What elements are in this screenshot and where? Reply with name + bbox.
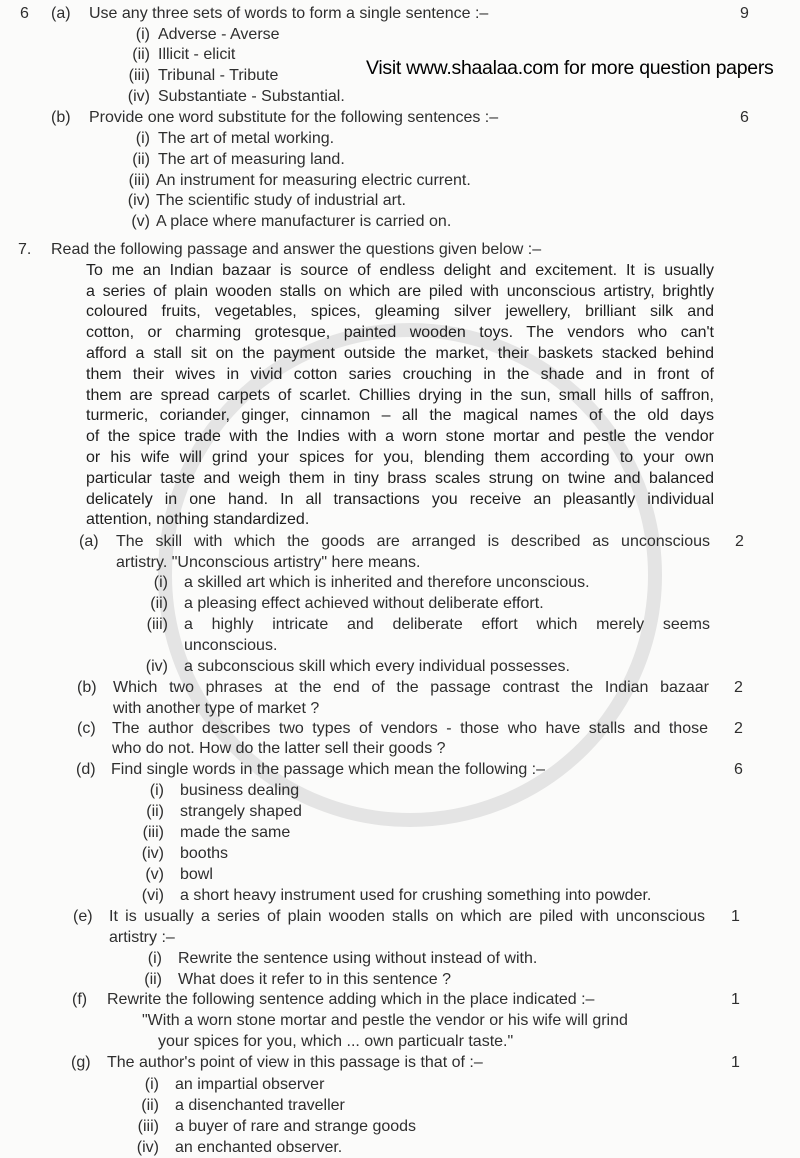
item-number: (v) xyxy=(131,213,150,230)
list-item: Adverse - Averse xyxy=(158,26,280,43)
list-item: business dealing xyxy=(180,782,300,799)
item-number: (iii) xyxy=(142,824,164,841)
list-item: Tribunal - Tribute xyxy=(158,67,279,84)
list-item: booths xyxy=(180,845,229,862)
q7c-text: who do not. How do the latter sell their goods ? xyxy=(112,740,446,757)
item-number: (iv) xyxy=(127,88,150,105)
q7e-text: artistry :– xyxy=(109,929,175,946)
passage-line: cotton, or charming grotesque, painted wooden toys. The vendors who can't xyxy=(86,324,714,341)
q7d-marks: 6 xyxy=(734,761,743,778)
q7a-label: (a) xyxy=(79,533,99,550)
q7b-text: Which two phrases at the end of the passage contrast the Indian bazaar xyxy=(113,679,709,696)
list-item: a short heavy instrument used for crushing something into powder. xyxy=(180,887,652,904)
q7e-label: (e) xyxy=(73,908,93,925)
list-item: made the same xyxy=(180,824,291,841)
item-number: (ii) xyxy=(146,803,164,820)
passage-line: delicately in one hand. In all transactions you receive an pleasantly individual xyxy=(86,491,714,508)
item-number: (vi) xyxy=(141,887,164,904)
list-item: A place where manufacturer is carried on. xyxy=(156,213,452,230)
q7f-label: (f) xyxy=(72,991,88,1008)
option-text: a subconscious skill which every individual possesses. xyxy=(184,658,570,675)
list-item: The scientific study of industrial art. xyxy=(156,192,406,209)
q7g-label: (g) xyxy=(71,1054,91,1071)
option-text: an enchanted observer. xyxy=(175,1139,343,1156)
option-number: (iii) xyxy=(146,616,168,633)
q7a-text: artistry. "Unconscious artistry" here means. xyxy=(116,554,421,571)
q7d-label: (d) xyxy=(76,761,96,778)
option-text: a disenchanted traveller xyxy=(175,1097,345,1114)
q7e-text: It is usually a series of plain wooden stalls on which are piled with unconscious xyxy=(109,908,705,925)
list-item: The art of metal working. xyxy=(158,130,335,147)
item-number: (i) xyxy=(149,782,164,799)
list-item: An instrument for measuring electric current. xyxy=(156,172,471,189)
list-item: The art of measuring land. xyxy=(158,151,345,168)
question-7-number: 7. xyxy=(18,241,32,258)
q7b-text: with another type of market ? xyxy=(113,700,320,717)
item-number: (iii) xyxy=(128,172,150,189)
option-text: a buyer of rare and strange goods xyxy=(175,1118,417,1135)
option-number: (iv) xyxy=(136,1139,159,1156)
option-text: a highly intricate and deliberate effort which merely seems xyxy=(184,616,710,633)
list-item: What does it refer to in this sentence ? xyxy=(178,971,452,988)
option-text: unconscious. xyxy=(184,637,278,654)
passage-line: afford a stall sit on the payment outside the market, their baskets stacked behind xyxy=(86,345,714,362)
q7a-marks: 2 xyxy=(735,533,744,550)
option-number: (iv) xyxy=(145,658,168,675)
q7c-text: The author describes two types of vendors - those who have stalls and those xyxy=(112,720,708,737)
q7g-marks: 1 xyxy=(731,1054,740,1071)
option-number: (ii) xyxy=(150,595,168,612)
list-item: bowl xyxy=(180,866,213,883)
q7c-label: (c) xyxy=(77,720,96,737)
item-number: (ii) xyxy=(132,151,150,168)
question-6-number: 6 xyxy=(20,5,29,22)
q7f-marks: 1 xyxy=(731,991,740,1008)
list-item: strangely shaped xyxy=(180,803,302,820)
q6a-label: (a) xyxy=(51,5,71,22)
passage-line: attention, nothing standardized. xyxy=(86,511,310,528)
q6b-label: (b) xyxy=(51,109,71,126)
q7b-label: (b) xyxy=(77,679,97,696)
footer-promo-link[interactable]: Visit www.shaalaa.com for more question papers xyxy=(366,57,774,79)
q6a-marks: 9 xyxy=(740,5,749,22)
item-number: (ii) xyxy=(144,971,162,988)
q7e-marks: 1 xyxy=(731,908,740,925)
option-number: (iii) xyxy=(137,1118,159,1135)
item-number: (i) xyxy=(147,950,162,967)
list-item: Substantiate - Substantial. xyxy=(158,88,345,105)
q7-instruction: Read the following passage and answer the questions given below :– xyxy=(51,241,542,258)
passage-line: a series of plain wooden stalls on which are piled with unconscious artistry, brightly xyxy=(86,283,714,300)
q6a-text: Use any three sets of words to form a single sentence :– xyxy=(89,5,489,22)
q7f-quote: your spices for you, which ... own particualr taste." xyxy=(158,1033,514,1050)
option-number: (ii) xyxy=(141,1097,159,1114)
q7b-marks: 2 xyxy=(734,679,743,696)
list-item: Rewrite the sentence using without instead of with. xyxy=(178,950,538,967)
passage-line: coloured fruits, vegetables, spices, gleaming silver jewellery, brilliant silk and xyxy=(86,303,714,320)
item-number: (v) xyxy=(145,866,164,883)
q6b-text: Provide one word substitute for the following sentences :– xyxy=(89,109,499,126)
passage-line: To me an Indian bazaar is source of endless delight and excitement. It is usually xyxy=(86,262,714,279)
item-number: (i) xyxy=(135,130,150,147)
passage-line: or his wife will grind your spices for you, blending them according to your own xyxy=(86,449,714,466)
passage-line: of the spice trade with the Indies with a worn stone mortar and pestle the vendor xyxy=(86,428,714,445)
option-number: (i) xyxy=(153,574,168,591)
option-text: a pleasing effect achieved without deliberate effort. xyxy=(184,595,544,612)
item-number: (i) xyxy=(135,26,150,43)
q7c-marks: 2 xyxy=(734,720,743,737)
q7a-text: The skill with which the goods are arranged is described as unconscious xyxy=(116,533,710,550)
q7d-text: Find single words in the passage which mean the following :– xyxy=(111,761,546,778)
item-number: (iii) xyxy=(128,67,150,84)
q7f-quote: "With a worn stone mortar and pestle the vendor or his wife will grind xyxy=(142,1012,628,1029)
passage-line: them their wives in vivid cotton saries crouching in the shade and in front of xyxy=(86,366,714,383)
q7f-text: Rewrite the following sentence adding which in the place indicated :– xyxy=(107,991,595,1008)
list-item: Illicit - elicit xyxy=(158,46,236,63)
passage-line: them are spread carpets of scarlet. Chillies drying in the sun, small hills of saffron, xyxy=(86,387,714,404)
q6b-marks: 6 xyxy=(740,109,749,126)
option-number: (i) xyxy=(144,1076,159,1093)
item-number: (iv) xyxy=(141,845,164,862)
item-number: (iv) xyxy=(127,192,150,209)
option-text: an impartial observer xyxy=(175,1076,325,1093)
passage-line: particular taste and weigh them in tiny brass scales strung on twine and balanced xyxy=(86,470,714,487)
passage-line: turmeric, coriander, ginger, cinnamon – all the magical names of the old days xyxy=(86,407,714,424)
option-text: a skilled art which is inherited and therefore unconscious. xyxy=(184,574,590,591)
item-number: (ii) xyxy=(132,46,150,63)
q7g-text: The author's point of view in this passage is that of :– xyxy=(107,1054,483,1071)
